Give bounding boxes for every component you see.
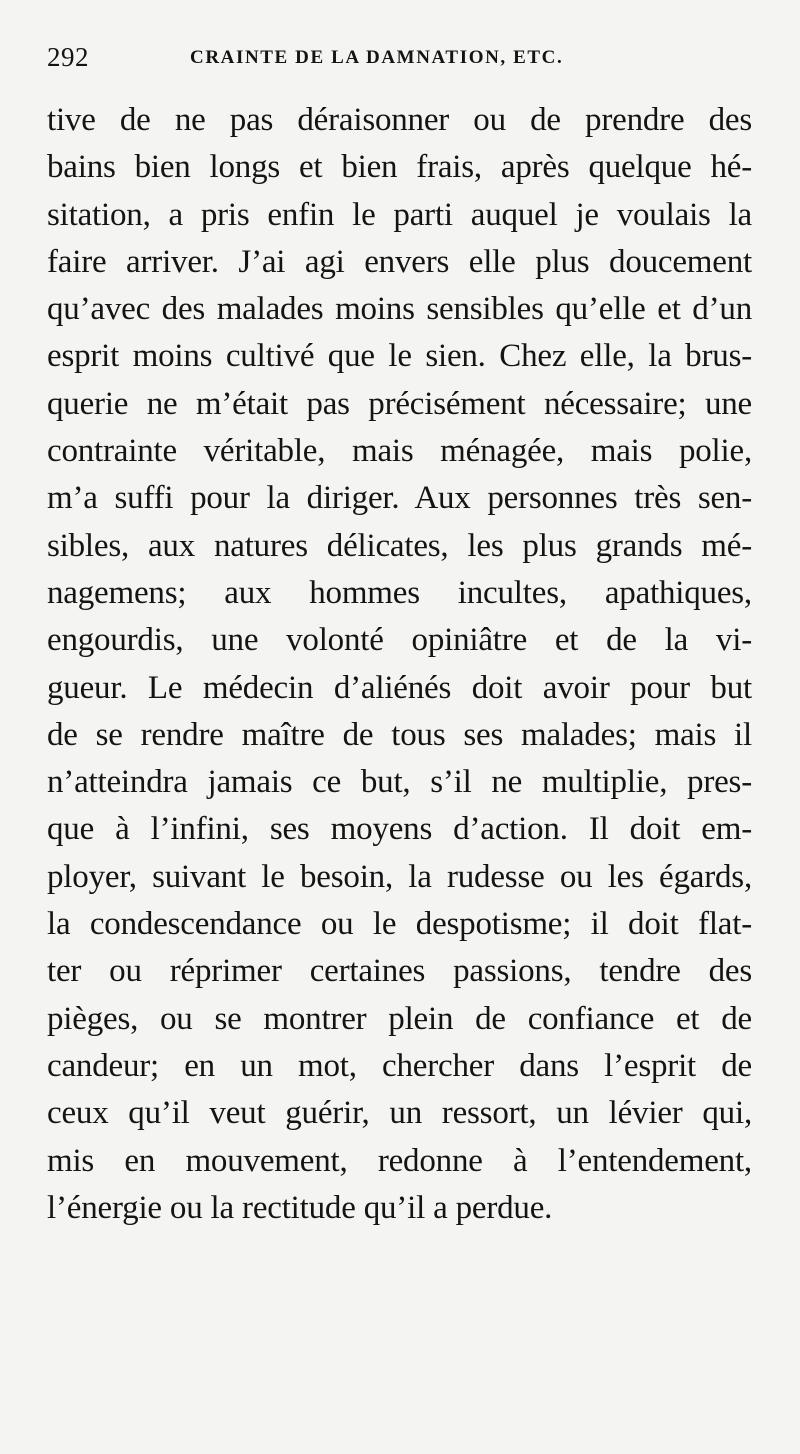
text-line: tive de ne pas déraisonner ou de prendre des bbox=[47, 102, 752, 138]
text-line: gueur. Le médecin d’aliénés doit avoir pour but bbox=[47, 669, 752, 706]
text-line: n’atteindra jamais ce but, s’il ne multiplie, pres- bbox=[47, 764, 752, 801]
text-line: contrainte véritable, mais ménagée, mais polie, bbox=[47, 433, 752, 470]
body-text bbox=[47, 97, 752, 1232]
text-line: esprit moins cultivé que le sien. Chez elle, la brus- bbox=[47, 338, 752, 375]
text-line: candeur; en un mot, chercher dans l’esprit de bbox=[47, 1047, 752, 1084]
text-line: nagemens; aux hommes incultes, apathiques, bbox=[47, 574, 752, 611]
text-line: mis en mouvement, redonne à l’entendement, bbox=[47, 1142, 752, 1179]
text-line: qu’avec des malades moins sensibles qu’elle et d’un bbox=[47, 291, 752, 328]
page-number: 292 bbox=[47, 42, 89, 72]
text-line: l’énergie ou la rectitude qu’il a perdue. bbox=[47, 1189, 553, 1226]
text-line: pièges, ou se montrer plein de confiance et de bbox=[47, 1000, 752, 1037]
text-line: ceux qu’il veut guérir, un ressort, un lévier qui, bbox=[47, 1095, 752, 1132]
text-line: sitation, a pris enfin le parti auquel je voulais la bbox=[47, 196, 752, 233]
text-line: ter ou réprimer certaines passions, tendre des bbox=[47, 953, 752, 990]
text-line: engourdis, une volonté opiniâtre et de la vi- bbox=[47, 622, 752, 659]
text-line: la condescendance ou le despotisme; il doit flat- bbox=[47, 906, 752, 943]
text-line: bains bien longs et bien frais, après quelque hé- bbox=[47, 149, 752, 186]
text-line: sibles, aux natures délicates, les plus grands mé- bbox=[47, 527, 752, 564]
running-head bbox=[47, 42, 747, 82]
text-line: faire arriver. J’ai agi envers elle plus doucement bbox=[47, 243, 752, 280]
text-line: que à l’infini, ses moyens d’action. Il doit em- bbox=[47, 811, 752, 848]
running-title: CRAINTE DE LA DAMNATION, ETC. bbox=[190, 47, 564, 68]
text-line: m’a suffi pour la diriger. Aux personnes très sen- bbox=[47, 480, 752, 517]
text-line: de se rendre maître de tous ses malades; mais il bbox=[47, 716, 752, 753]
text-line: querie ne m’était pas précisément nécessaire; une bbox=[47, 385, 752, 422]
text-line: ployer, suivant le besoin, la rudesse ou les égards, bbox=[47, 858, 752, 895]
